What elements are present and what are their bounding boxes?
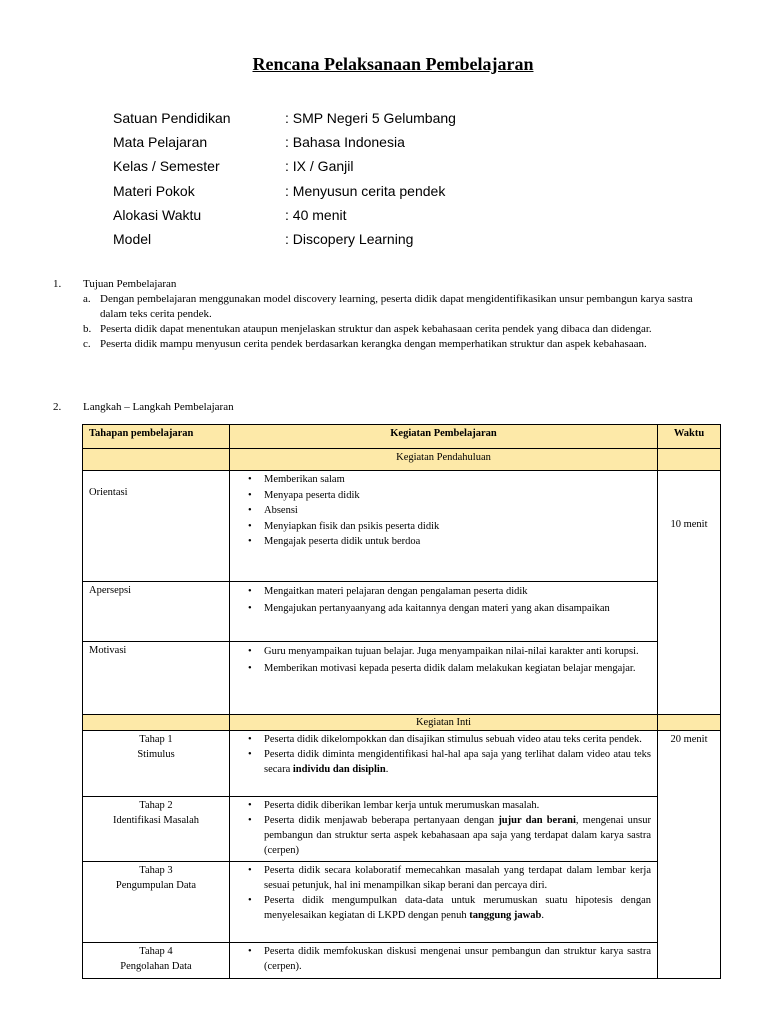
- stage-motivasi: Motivasi: [83, 642, 230, 715]
- activity-item: • Peserta didik mengumpulkan data-data untuk merumuskan suatu hipotesis dengan menyelesaikan kegiatan di LKPD dengan penuh tanggung jawab.: [236, 893, 651, 923]
- stage-name: Pengumpulan Data: [115, 880, 197, 891]
- identity-row: [113, 130, 456, 154]
- stage-apersepsi: Apersepsi: [83, 582, 230, 642]
- stage-orientasi: Orientasi: [83, 471, 230, 582]
- activity-item: • Absensi: [236, 503, 651, 519]
- identity-value: : SMP Negeri 5 Gelumbang: [285, 110, 456, 127]
- section-heading: Langkah – Langkah Pembelajaran: [83, 401, 234, 413]
- activity-item: • Guru menyampaikan tujuan belajar. Juga menyampaikan nilai-nilai karakter anti korupsi.: [236, 643, 651, 660]
- activity-item: • Peserta didik menjawab beberapa pertanyaan dengan jujur dan berani, mengenai unsur pembangun dan struktur serta aspek kebahasaan apa saja yang terdapat dalam karya sastra (cerpen): [236, 813, 651, 858]
- identity-block: [113, 106, 456, 251]
- activity-item: • Peserta didik diminta mengidentifikasi hal-hal apa saja yang terlihat dalam video atau teks secara individu dan disiplin.: [236, 747, 651, 777]
- identity-row: [113, 154, 456, 178]
- activity-cell: [230, 582, 658, 642]
- objective-letter: b.: [83, 323, 92, 335]
- activity-cell: [230, 642, 658, 715]
- identity-label: Alokasi Waktu: [113, 206, 202, 223]
- band-cell: [83, 449, 230, 471]
- activity-cell: [230, 862, 658, 943]
- stage-name: Pengolahan Data: [120, 961, 192, 972]
- identity-label: Mata Pelajaran: [113, 134, 208, 151]
- band-intro: Kegiatan Pendahuluan: [230, 449, 658, 471]
- activity-item: • Peserta didik dikelompokkan dan disajikan stimulus sebuah video atau teks cerita pendek.: [236, 732, 651, 747]
- activity-cell: [230, 943, 658, 979]
- time-intro: 10 menit: [658, 471, 721, 715]
- emphasis-text: jujur dan berani: [498, 815, 576, 826]
- time-core: 20 menit: [658, 731, 721, 979]
- identity-row: [113, 203, 456, 227]
- objective-letter: a.: [83, 293, 91, 305]
- objective-item: [83, 337, 701, 352]
- section-number: 2.: [53, 401, 62, 413]
- activity-item: • Menyapa peserta didik: [236, 488, 651, 504]
- stage-number: Tahap 2: [139, 800, 173, 811]
- activity-cell: [230, 471, 658, 582]
- stage-number: Tahap 4: [139, 946, 173, 957]
- identity-value: : Discopery Learning: [285, 231, 414, 248]
- activity-cell: [230, 731, 658, 797]
- identity-value: : Menyusun cerita pendek: [285, 182, 446, 199]
- identity-label: Satuan Pendidikan: [113, 110, 231, 127]
- section-heading: Tujuan Pembelajaran: [83, 278, 177, 290]
- band-cell: [658, 449, 721, 471]
- activity-item: • Menyiapkan fisik dan psikis peserta didik: [236, 519, 651, 535]
- stage-tahap-2: [83, 797, 230, 862]
- identity-label: Kelas / Semester: [113, 158, 220, 175]
- objective-text: Peserta didik mampu menyusun cerita pendek berdasarkan kerangka dengan memperhatikan struktur dan aspek kebahasaan.: [100, 338, 647, 350]
- column-header-stage: Tahapan pembelajaran: [83, 425, 230, 449]
- section-steps: [53, 400, 701, 415]
- activity-item: • Peserta didik secara kolaboratif memecahkan masalah yang terdapat dalam lembar kerja sesuai petunjuk, hal ini menampilkan sikap berani dan percaya diri.: [236, 863, 651, 893]
- lesson-steps-table: [82, 424, 721, 979]
- activity-item: • Peserta didik memfokuskan diskusi mengenai unsur pembangun dan struktur karya sastra (cerpen).: [236, 944, 651, 974]
- stage-number: Tahap 1: [139, 734, 173, 745]
- identity-label: Materi Pokok: [113, 182, 195, 199]
- objective-letter: c.: [83, 338, 91, 350]
- activity-cell: [230, 797, 658, 862]
- activity-item: • Mengajukan pertanyaanyang ada kaitannya dengan materi yang akan disampaikan: [236, 600, 651, 617]
- emphasis-text: tanggung jawab: [469, 910, 542, 921]
- stage-name: Stimulus: [137, 749, 175, 760]
- activity-item: • Memberikan motivasi kepada peserta didik dalam melakukan kegiatan belajar mengajar.: [236, 660, 651, 677]
- identity-row: [113, 106, 456, 130]
- stage-tahap-3: [83, 862, 230, 943]
- stage-tahap-4: [83, 943, 230, 979]
- band-cell: [83, 715, 230, 731]
- band-core: Kegiatan Inti: [230, 715, 658, 731]
- activity-item: • Mengajak peserta didik untuk berdoa: [236, 534, 651, 550]
- band-cell: [658, 715, 721, 731]
- column-header-time: Waktu: [658, 425, 721, 449]
- identity-value: : Bahasa Indonesia: [285, 134, 405, 151]
- objective-item: [83, 292, 701, 322]
- activity-item: • Memberikan salam: [236, 472, 651, 488]
- identity-label: Model: [113, 231, 152, 248]
- activity-item: • Peserta didik diberikan lembar kerja untuk merumuskan masalah.: [236, 798, 651, 813]
- section-objectives: [53, 277, 701, 352]
- section-number: 1.: [53, 278, 62, 290]
- objective-text: Peserta didik dapat menentukan ataupun menjelaskan struktur dan aspek kebahasaan cerita pendek yang dibaca dan didengar.: [100, 323, 652, 335]
- identity-value: : 40 menit: [285, 206, 347, 223]
- objective-item: [83, 322, 701, 337]
- column-header-activity: Kegiatan Pembelajaran: [230, 425, 658, 449]
- stage-name: Identifikasi Masalah: [112, 815, 199, 826]
- page-title: Rencana Pelaksanaan Pembelajaran: [252, 54, 534, 74]
- identity-row: [113, 227, 456, 251]
- stage-number: Tahap 3: [139, 865, 173, 876]
- emphasis-text: individu dan disiplin: [292, 764, 386, 775]
- activity-item: • Mengaitkan materi pelajaran dengan pengalaman peserta didik: [236, 583, 651, 600]
- identity-row: [113, 179, 456, 203]
- objective-text: Dengan pembelajaran menggunakan model discovery learning, peserta didik dapat mengidentifikasikan unsur pembangun karya sastra dalam teks cerita pendek.: [100, 293, 693, 320]
- identity-value: : IX / Ganjil: [285, 158, 354, 175]
- stage-tahap-1: [83, 731, 230, 797]
